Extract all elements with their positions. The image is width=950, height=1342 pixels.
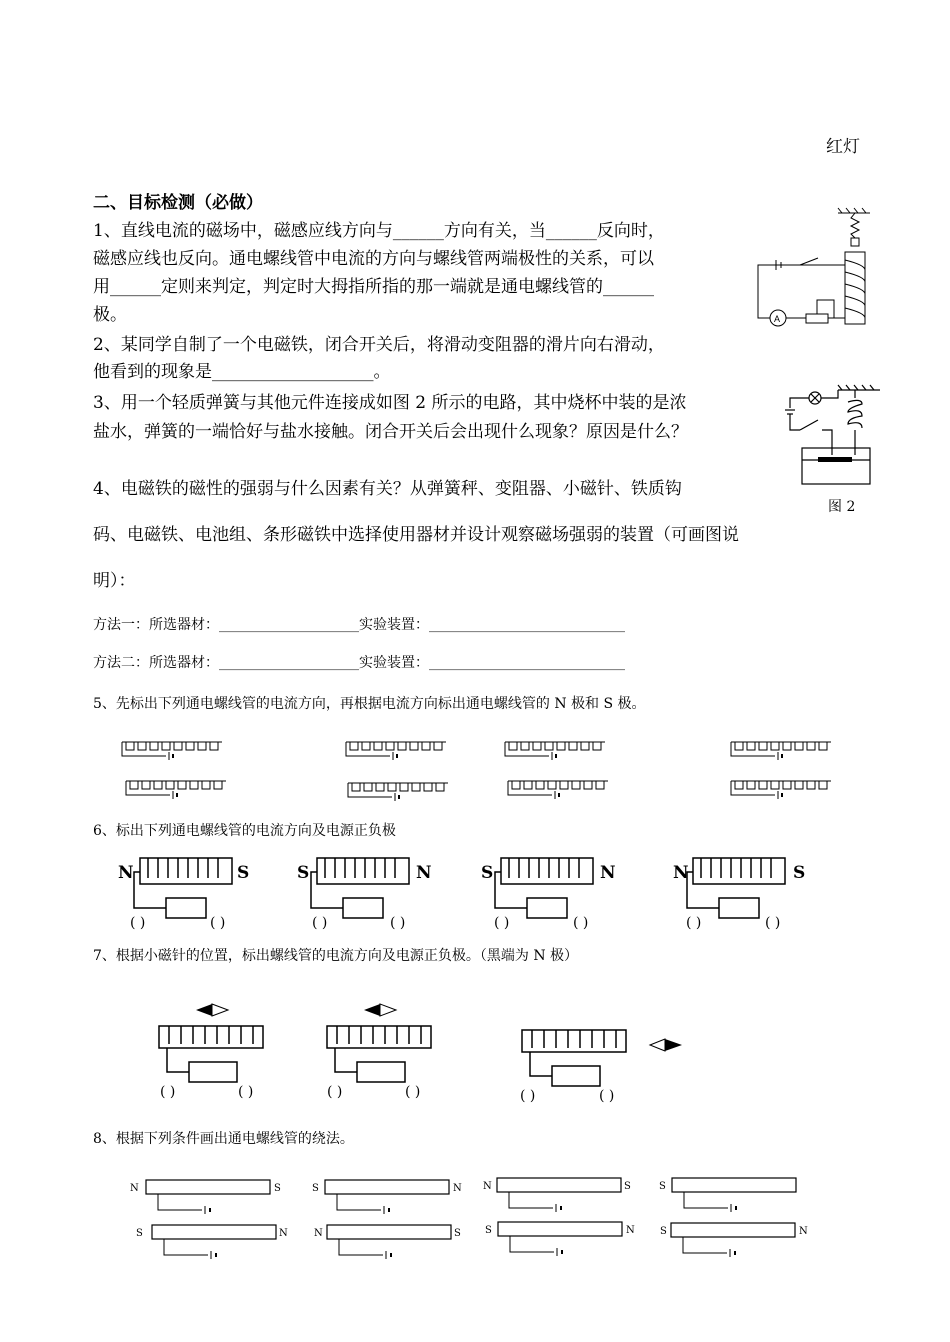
q6-pole-right-2: N	[416, 863, 432, 883]
q4-line2: 码、电磁铁、电池组、条形磁铁中选择使用器材并设计观察磁场强弱的装置（可画图说	[93, 525, 739, 545]
q6-bracket-2b: ( )	[390, 915, 406, 931]
q5-text: 5、先标出下列通电螺线管的电流方向，再根据电流方向标出通电螺线管的 N 极和 S 极。	[93, 696, 646, 712]
q7-bracket-2b: ( )	[405, 1084, 421, 1100]
q4-line3: 明）：	[93, 571, 136, 591]
q6-pole-right-3: N	[600, 863, 616, 883]
q4-method2: 方法二：所选器材：____________________实验装置：____________________________	[93, 655, 625, 671]
q8-r2-pole-right-4: N	[799, 1226, 808, 1237]
q6-pole-left-1: N	[118, 863, 134, 883]
q8-r2-pole-right-3: N	[626, 1225, 635, 1236]
q7-bracket-3b: ( )	[599, 1088, 615, 1104]
fig2-caption: 图 2	[828, 499, 856, 515]
q6-pole-right-1: S	[237, 863, 250, 883]
q8-r1-pole-left-1: N	[130, 1183, 139, 1194]
q6-pole-left-3: S	[481, 863, 494, 883]
q8-r1-pole-right-3: S	[624, 1181, 631, 1192]
q6-text: 6、标出下列通电螺线管的电流方向及电源正负极	[93, 823, 396, 839]
q6-bracket-3a: ( )	[494, 915, 510, 931]
q8-r2-pole-left-1: S	[136, 1228, 143, 1239]
q8-r2-pole-right-2: S	[454, 1228, 461, 1239]
q8-text: 8、根据下列条件画出通电螺线管的绕法。	[93, 1131, 354, 1147]
q6-bracket-4b: ( )	[765, 915, 781, 931]
q6-pole-right-4: S	[793, 863, 806, 883]
q8-r1-pole-left-2: S	[312, 1183, 319, 1194]
q7-text: 7、根据小磁针的位置，标出螺线管的电流方向及电源正负极。（黑端为 N 极）	[93, 948, 579, 964]
section-title: 二、目标检测（必做）	[93, 193, 263, 213]
q7-bracket-3a: ( )	[520, 1088, 536, 1104]
q2-line1: 2、某同学自制了一个电磁铁，闭合开关后，将滑动变阻器的滑片向右滑动，	[93, 335, 665, 355]
q3-line2: 盐水，弹簧的一端恰好与盐水接触。闭合开关后会出现什么现象？原因是什么？	[93, 422, 688, 442]
q7-bracket-1b: ( )	[238, 1084, 254, 1100]
q3-line1: 3、用一个轻质弹簧与其他元件连接成如图 2 所示的电路，其中烧杯中装的是浓	[93, 393, 687, 413]
q1-line2: 磁感应线也反向。通电螺线管中电流的方向与螺线管两端极性的关系，可以	[93, 249, 654, 269]
q6-pole-left-2: S	[297, 863, 310, 883]
q7-bracket-2a: ( )	[327, 1084, 343, 1100]
q1-line3: 用______定则来判定，判定时大拇指所指的那一端就是通电螺线管的______	[93, 277, 654, 297]
top-right-label: 红灯	[826, 137, 860, 157]
q8-r1-pole-right-2: N	[453, 1183, 462, 1194]
q7-bracket-1a: ( )	[160, 1084, 176, 1100]
q6-bracket-2a: ( )	[312, 915, 328, 931]
q6-bracket-1a: ( )	[130, 915, 146, 931]
q8-r1-pole-left-3: N	[483, 1181, 492, 1192]
q1-line1: 1、直线电流的磁场中，磁感应线方向与______方向有关，当______反向时，	[93, 221, 665, 241]
q8-r2-pole-left-4: S	[660, 1226, 667, 1237]
q8-r1-pole-left-4: S	[659, 1181, 666, 1192]
q8-r2-pole-left-3: S	[485, 1225, 492, 1236]
q8-r2-pole-left-2: N	[314, 1228, 323, 1239]
q4-line1: 4、电磁铁的磁性的强弱与什么因素有关？从弹簧秤、变阻器、小磁针、铁质钩	[93, 479, 682, 499]
q1-line4: 极。	[93, 305, 127, 325]
ammeter-label: A	[774, 314, 781, 324]
q6-pole-left-4: N	[673, 863, 689, 883]
q2-line2: 他看到的现象是___________________。	[93, 362, 391, 382]
q8-r1-pole-right-1: S	[274, 1183, 281, 1194]
q8-r2-pole-right-1: N	[279, 1228, 288, 1239]
q6-bracket-1b: ( )	[210, 915, 226, 931]
q6-bracket-4a: ( )	[686, 915, 702, 931]
q4-method1: 方法一：所选器材：____________________实验装置：____________________________	[93, 617, 625, 633]
q6-bracket-3b: ( )	[573, 915, 589, 931]
